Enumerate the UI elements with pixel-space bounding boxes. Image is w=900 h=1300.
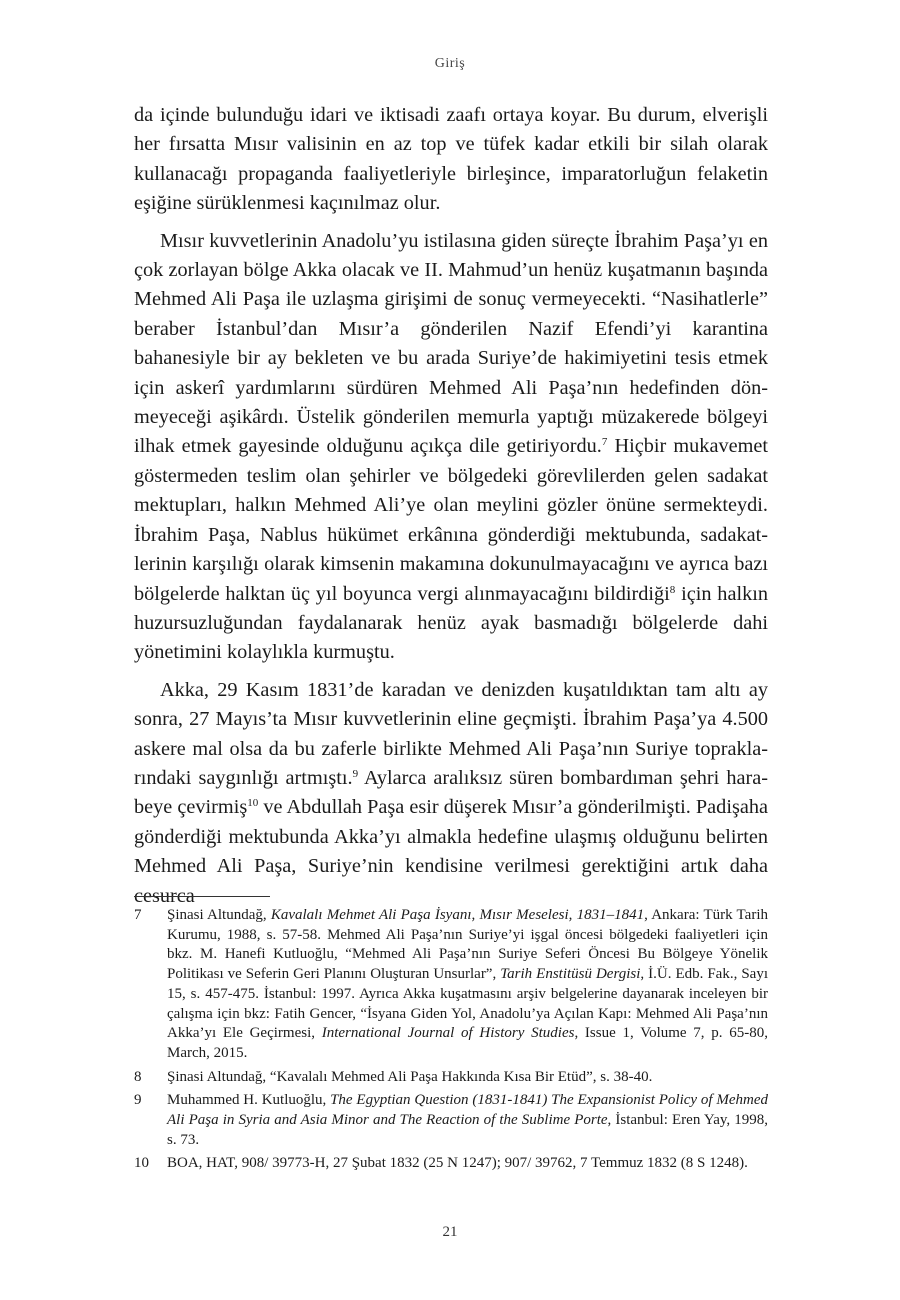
footnote-text: Muhammed H. Kutluoğlu, The Egyptian Question (1831-1841) The Expansionist Policy of Mehmed Ali Paşa in Syria and Asia Minor and The Reaction of the Sublime Porte, İstanbul: Eren Yay, 1998, s. 73. [167, 1092, 768, 1148]
page-number: 21 [442, 1224, 458, 1240]
body-text [134, 101, 768, 919]
footnote-text: Şinasi Altundağ, Kavalalı Mehmet Ali Paşa İsyanı, Mısır Meselesi, 1831–1841, Ankara: Türk Tarih Kurumu, 1988, s. 57-58. Mehmed Ali Paşa’nın Suriye’yi işgal öncesi bölgedeki faaliyetleri için bkz. M. Hanefi Kutluoğlu, “Mehmed Ali Paşa’nın Suriye Seferi Öncesi Bu Bölgeye Yönelik Politikası ve Seferin Geri Planını Oluşturan Unsurlar”, Tarih Enstitüsü Dergisi, İ.Ü. Edb. Fak., Sayı 15, s. 457-475. İstanbul: 1997. Ayrıca Akka kuşatmasını arşiv belgelerine dayanarak inceleyen bir çalışma için bkz: Fatih Gencer, “İsyana Giden Yol, Anadolu’ya Açılan Kapı: Mehmed Ali Paşa’nın Akka’yı Ele Geçirmesi, International Journal of History Studies, Issue 1, Volume 7, p. 65-80, March, 2015. [167, 907, 769, 1061]
footnote-number: 8 [134, 1068, 142, 1085]
footnote-separator [134, 896, 270, 897]
paragraph-2: Mısır kuvvetlerinin Anadolu’yu istilasına giden süreçte İbrahim Paşa’yı en çok zorlayan bölge Akka olacak ve II. Mahmud’un henüz kuşatmanın başında Mehmed Ali Paşa ile uzlaşma girişimi de sonuç vermeyecekti. “Nasihatlerle” beraber İstanbul’dan Mısır’a gönderilen Nazif Efendi’yi karantina bahanesiyle bir ay bekleten ve bu arada Suriye’de hakimiyetini tesis etmek için askerî yardımlarını sürdüren Mehmed Ali Paşa’nın hedefinden dönmeyeceği aşikârdı. Üstelik gönderilen memurla yaptığı müzakerede bölgeyi ilhak etmek gayesinde olduğunu açıkça dile getiriyordu.$^7$ Hiçbir mukavemet göstermeden teslim olan şehirler ve bölgedeki görevlilerden gelen sadakat mektupları, halkın Mehmed Ali’ye olan meylini gözler önüne sermekteydi. İbrahim Paşa, Nablus hükümet erkânına gönderdiği mektubunda, sadakatlerinin karşılığı olarak kimsenin makamına dokunulmayacağını ve ayrıca bazı bölgelerde halktan üç yıl boyunca vergi alınmayacağını bildirdiği$^8$ için halkın huzursuzluğundan faydalanarak henüz ayak basmadığı bölgelerde dahi yönetimini kolaylıkla kurmuştu. [134, 229, 768, 664]
footnote-ref-9[interactable]: 9 [352, 767, 359, 780]
footnote-number: 9 [134, 1092, 142, 1109]
footnotes [134, 906, 768, 1178]
footnote-8 [134, 1068, 768, 1088]
footnote-7 [134, 906, 768, 1064]
footnote-text: BOA, HAT, 908/ 39773-H, 27 Şubat 1832 (25 N 1247); 907/ 39762, 7 Temmuz 1832 (8 S 1248). [167, 1155, 748, 1172]
footnote-number: 7 [134, 907, 142, 923]
paragraph-1: da içinde bulunduğu idari ve iktisadi zaafı ortaya koyar. Bu durum, elverişli her fırsatta Mısır valisinin en az top ve tüfek kadar etkili bir silah olarak kullanacağı propaganda faaliyetleriyle birleşince, imparatorluğun felaketin eşiğine sürüklenmesi kaçınılmaz olur. [134, 104, 768, 215]
paragraph-3: Akka, 29 Kasım 1831’de karadan ve denizden kuşatıldıktan tam altı ay sonra, 27 Mayıs’ta Mısır kuvvetlerinin eline geçmişti. İbrahim Paşa’ya 4.500 askere mal olsa da bu zaferle birlikte Mehmed Ali Paşa’nın Suriye topraklarındaki saygınlığı artmıştı.$^9$ Aylarca aralıksız süren bombardıman şehri harabeye çevirmiş$^{10}$ ve Abdullah Paşa esir düşerek Mısır’a gönderilmişti. Padişaha gönderdiği mektubunda Akka’yı almakla hedefine ulaşmış olduğunu belirten Mehmed Ali Paşa, Suriye’nin kendisine verilmesi gerektiğini artık daha cesurca [134, 678, 768, 907]
footnote-text: Şinasi Altundağ, “Kavalalı Mehmed Ali Paşa Hakkında Kısa Bir Etüd”, s. 38-40. [167, 1068, 653, 1085]
footnote-ref-10[interactable]: 10 [247, 797, 259, 810]
footnote-10 [134, 1154, 768, 1174]
footnote-ref-8[interactable]: 8 [669, 583, 676, 596]
footnote-ref-7[interactable]: 7 [601, 436, 608, 449]
footnote-9 [134, 1091, 768, 1150]
running-head: Giriş [434, 56, 466, 71]
footnote-number: 10 [134, 1155, 149, 1172]
